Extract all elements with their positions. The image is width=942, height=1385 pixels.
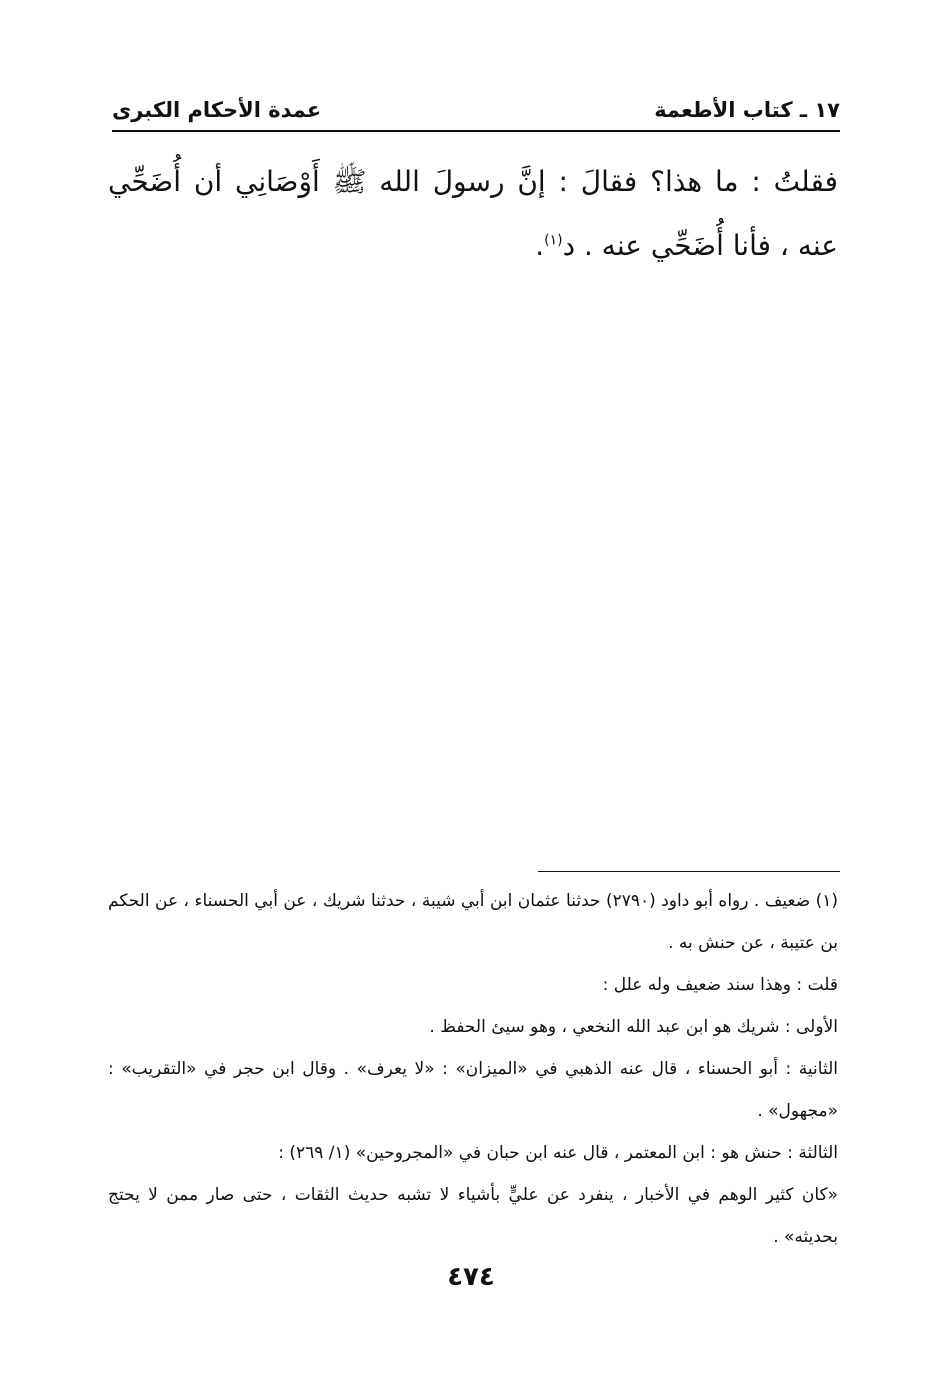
footnote-line: (١) ضعيف . رواه أبو داود (٢٧٩٠) حدثنا عثمان ابن أبي شيبة ، حدثنا شريك ، عن أبي الحسناء ، عن الحكم بن عتيبة ، عن حنش به . [108,891,838,953]
running-header [112,92,840,128]
chapter-title: ١٧ ـ كتاب الأطعمة [654,98,840,122]
footnote-line: الثالثة : حنش هو : ابن المعتمر ، قال عنه ابن حبان في «المجروحين» (١/ ٢٦٩) : [278,1143,838,1163]
book-title: عمدة الأحكام الكبرى [112,98,322,122]
main-text [108,150,838,278]
footnote-line: الأولى : شريك هو ابن عبد الله النخعي ، وهو سيئ الحفظ . [429,1017,838,1037]
page-number: ٤٧٤ [447,1262,495,1292]
footnote-line: الثانية : أبو الحسناء ، قال عنه الذهبي في «الميزان» : «لا يعرف» . وقال ابن حجر في «التقريب» : «مجهول» . [108,1059,838,1121]
footnote-separator [538,871,840,872]
footnote-reference: (١) [544,232,563,249]
header-rule [112,130,840,132]
footnote-line: «كان كثير الوهم في الأخبار ، ينفرد عن عليٍّ بأشياء لا تشبه حديث الثقات ، حتى صار ممن لا يحتج بحديثه» . [108,1185,838,1247]
main-paragraph: فقلتُ : ما هذا؟ فقالَ : إنَّ رسولَ الله ﷺ أَوْصَانِي أن أُضَحِّي عنه ، فأنا أُضَحِّي عنه . د [108,165,838,262]
main-paragraph-end: . [535,229,545,262]
footnote-line: قلت : وهذا سند ضعيف وله علل : [602,975,838,995]
footnotes [108,880,838,1258]
